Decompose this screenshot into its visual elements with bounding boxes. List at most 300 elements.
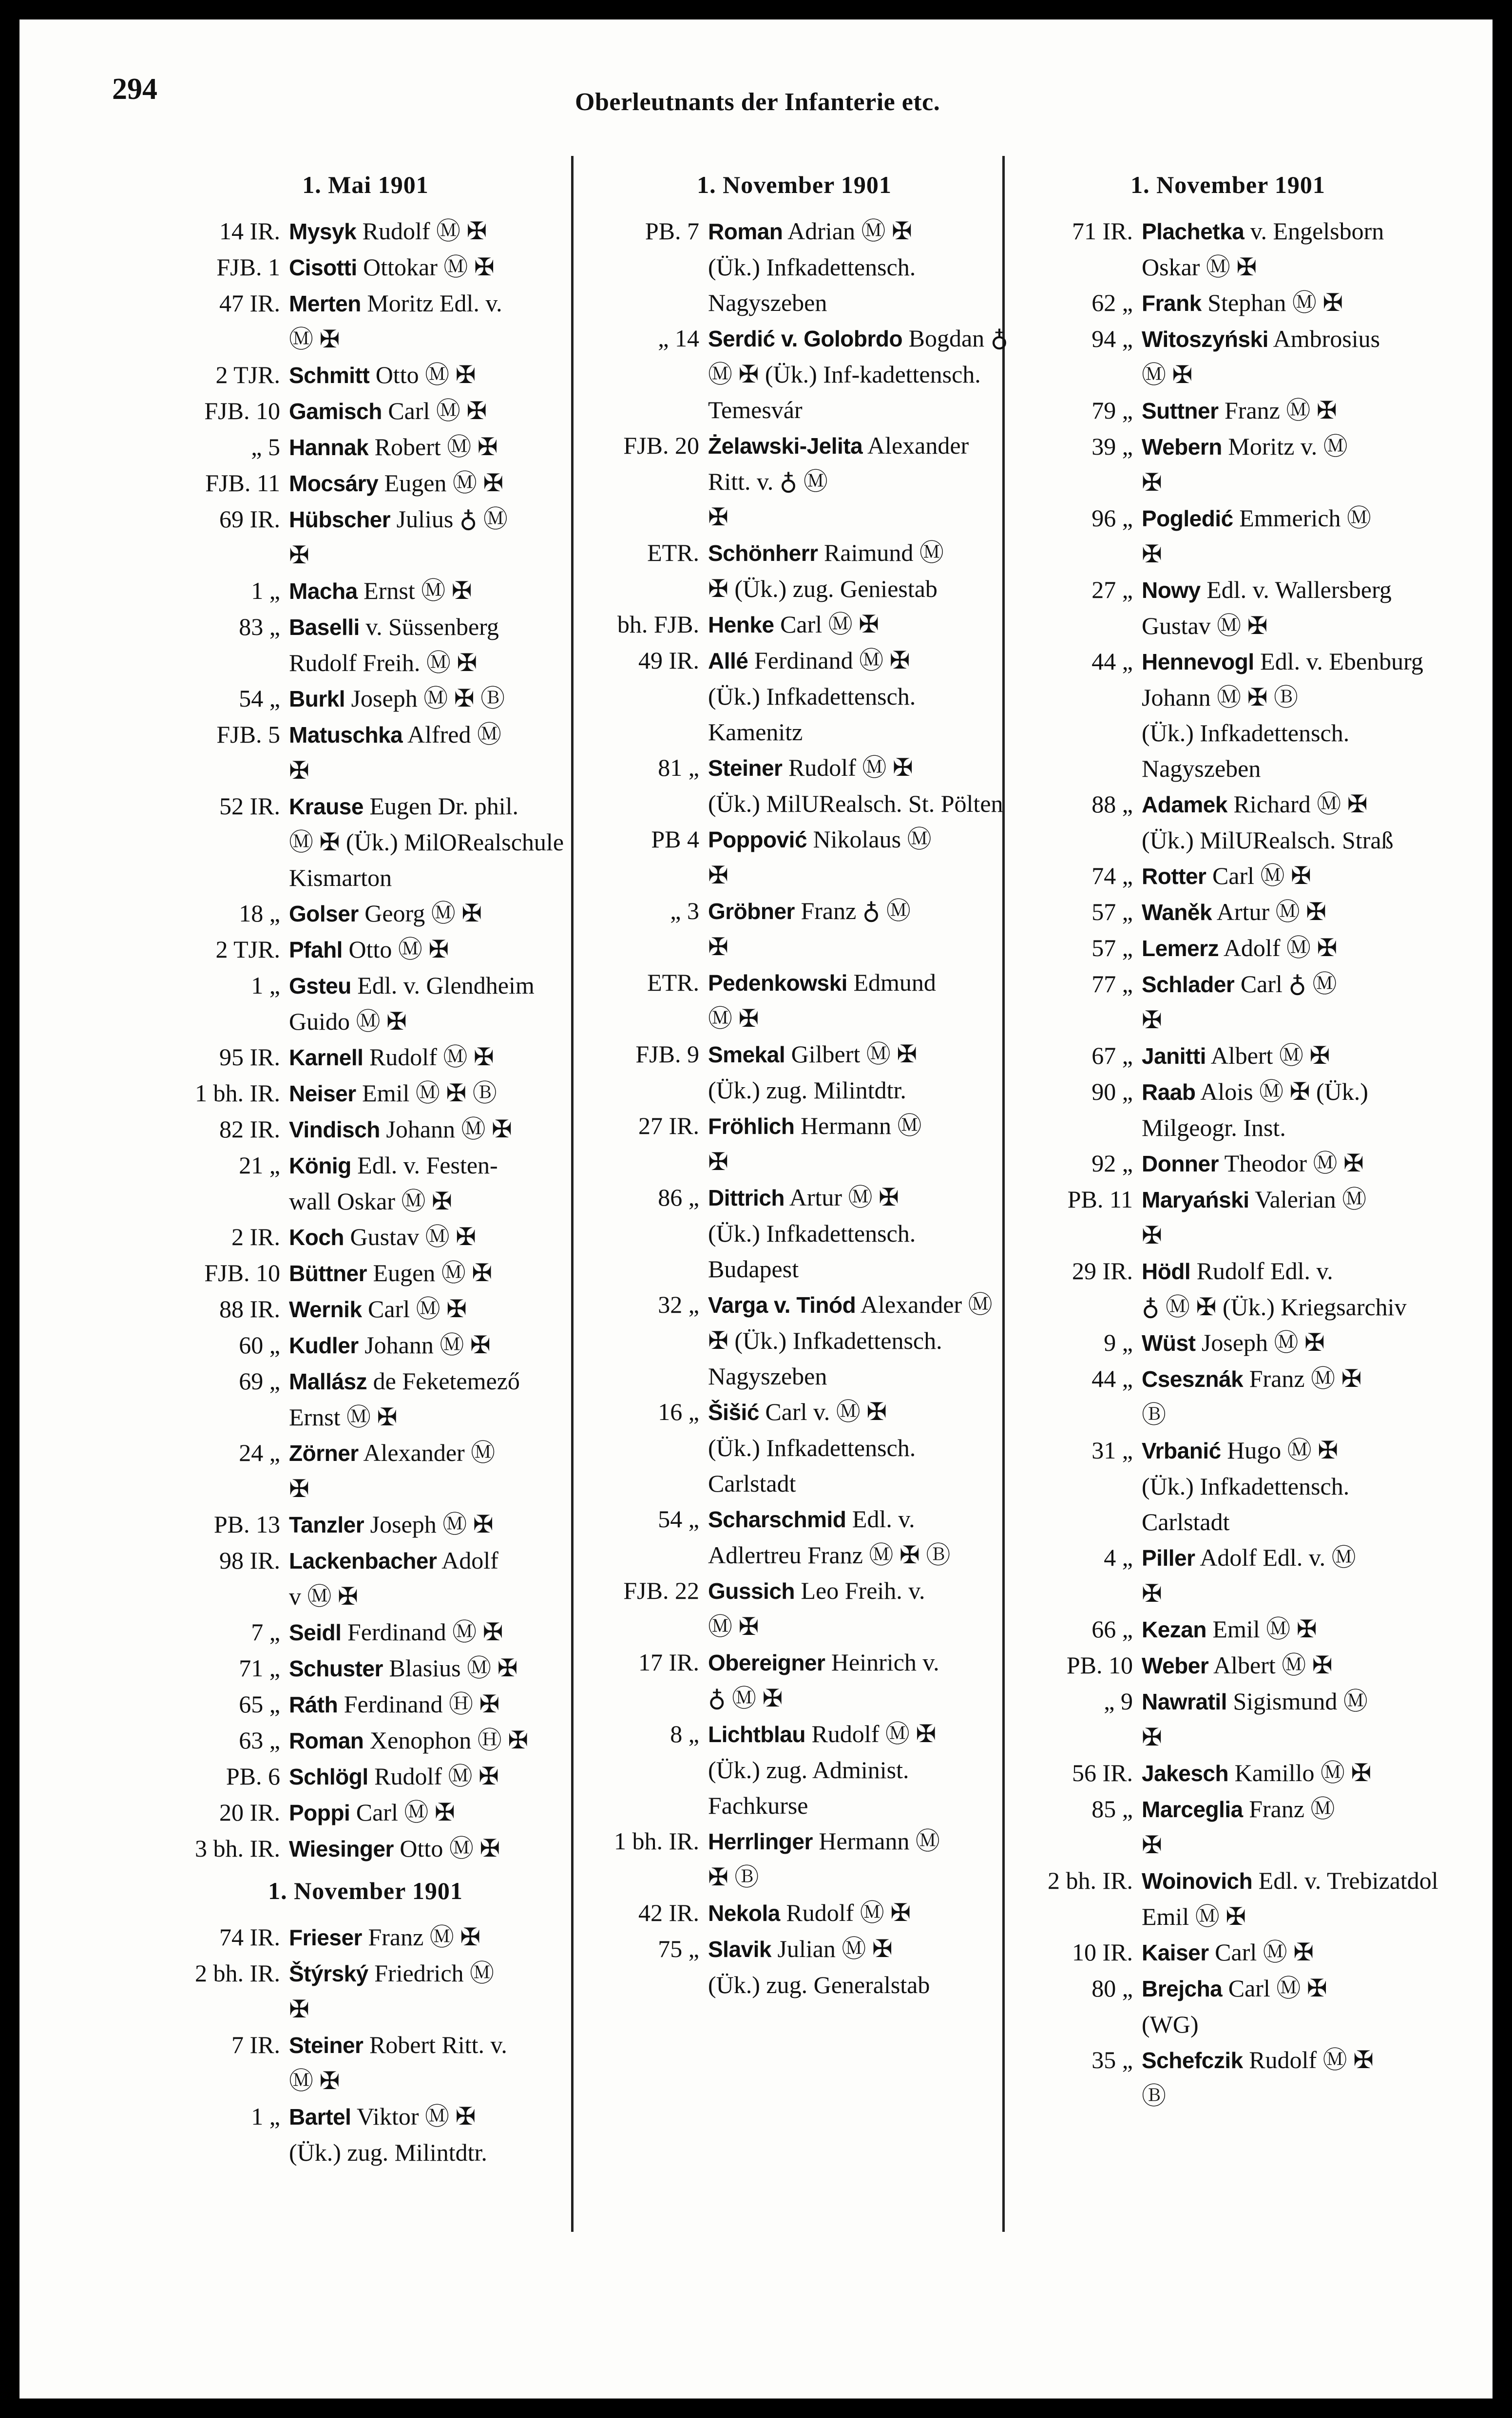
entry-text bbox=[289, 1650, 570, 1687]
roster-entry bbox=[1014, 1182, 1442, 1218]
entry-text bbox=[289, 932, 570, 968]
entry-text bbox=[289, 465, 570, 501]
officer-details: ✠ bbox=[289, 1996, 309, 2023]
unit-designation bbox=[1014, 1576, 1142, 1612]
entry-text bbox=[708, 1645, 1009, 1681]
roster-entry bbox=[580, 535, 1009, 571]
officer-surname: Ráth bbox=[289, 1692, 338, 1717]
unit-designation: FJB. 10 bbox=[204, 397, 280, 424]
entry-text bbox=[289, 1759, 570, 1795]
unit-designation bbox=[580, 499, 708, 535]
roster-entry bbox=[1014, 500, 1442, 537]
officer-details: Gustav Ⓜ ✠ bbox=[344, 1223, 477, 1250]
officer-details: Ferdinand Ⓗ ✠ bbox=[338, 1690, 500, 1718]
unit-designation bbox=[580, 249, 708, 321]
unit-designation: 54 „ bbox=[658, 1505, 699, 1533]
officer-details: Carl Ⓜ ✠ bbox=[1208, 1938, 1314, 1966]
officer-details: ✠ bbox=[1142, 1831, 1162, 1859]
unit-designation: 39 „ bbox=[1091, 433, 1133, 460]
entry-text bbox=[289, 213, 570, 249]
entry-text bbox=[1142, 465, 1442, 500]
officer-surname: Schefczik bbox=[1142, 2048, 1243, 2073]
officer-surname: Serdić v. Golobrdo bbox=[708, 326, 903, 351]
officer-details: Adolf Ⓜ ✠ bbox=[1219, 934, 1338, 961]
officer-details: Eugen Dr. phil. bbox=[363, 792, 518, 820]
entry-text bbox=[289, 1255, 570, 1291]
column-3 bbox=[1014, 161, 1442, 2114]
unit-designation: 88 IR. bbox=[219, 1295, 280, 1323]
unit-designation: FJB. 11 bbox=[205, 469, 280, 497]
roster-entry bbox=[580, 822, 1009, 858]
officer-surname: Schlögl bbox=[289, 1764, 368, 1789]
entry-text bbox=[289, 393, 570, 429]
entry-text bbox=[289, 1219, 570, 1255]
roster-entry-continuation bbox=[1014, 1110, 1442, 1146]
unit-designation: FJB. 10 bbox=[204, 1259, 280, 1286]
officer-surname: Marceglia bbox=[1142, 1797, 1243, 1822]
unit-designation: 1 „ bbox=[251, 577, 280, 604]
entry-text bbox=[289, 1687, 570, 1723]
officer-details: Moritz v. Ⓜ bbox=[1222, 433, 1348, 460]
unit-designation: 88 „ bbox=[1091, 790, 1133, 818]
entry-text bbox=[1142, 930, 1442, 966]
roster-entry-continuation bbox=[580, 786, 1009, 822]
roster-entry bbox=[161, 1650, 570, 1687]
officer-surname: Krause bbox=[289, 794, 364, 819]
entry-text bbox=[708, 1144, 1009, 1180]
roster-entry-continuation bbox=[1014, 537, 1442, 572]
section-heading: 1. November 1901 bbox=[268, 1877, 463, 1904]
roster-entry bbox=[1014, 1791, 1442, 1827]
entry-text bbox=[1142, 213, 1442, 285]
unit-designation bbox=[580, 1216, 708, 1287]
roster-entry bbox=[161, 1543, 570, 1579]
officer-surname: Cisotti bbox=[289, 255, 357, 280]
officer-surname: Gsteu bbox=[289, 973, 351, 998]
entry-text bbox=[289, 609, 570, 645]
unit-designation bbox=[580, 1430, 708, 1501]
unit-designation: 86 „ bbox=[658, 1184, 699, 1211]
unit-designation: 21 „ bbox=[239, 1151, 280, 1179]
entry-text bbox=[1142, 715, 1442, 787]
unit-designation bbox=[161, 1004, 289, 1039]
entry-text bbox=[289, 1075, 570, 1112]
entry-text bbox=[1142, 1253, 1442, 1289]
unit-designation: 47 IR. bbox=[219, 289, 280, 317]
officer-details: Otto Ⓜ ✠ bbox=[369, 361, 476, 388]
roster-entry bbox=[1014, 1935, 1442, 1971]
unit-designation: 18 „ bbox=[239, 900, 280, 927]
roster-entry bbox=[580, 428, 1009, 499]
roster-entry-continuation bbox=[161, 1184, 570, 1219]
entry-text bbox=[289, 1400, 570, 1435]
officer-details: Franz Ⓜ bbox=[1243, 1795, 1335, 1823]
roster-entry-continuation bbox=[1014, 1397, 1442, 1433]
roster-entry bbox=[1014, 285, 1442, 321]
roster-entry bbox=[580, 321, 1009, 428]
officer-details: Edl. v. Trebizatdol Emil Ⓜ ✠ bbox=[1142, 1867, 1438, 1930]
unit-designation bbox=[1014, 1218, 1142, 1253]
roster-entry bbox=[161, 286, 570, 322]
unit-designation bbox=[580, 1860, 708, 1895]
unit-designation: „ 3 bbox=[670, 897, 699, 924]
entry-text bbox=[289, 1919, 570, 1956]
unit-designation bbox=[161, 825, 289, 896]
roster-entry-continuation bbox=[1014, 1469, 1442, 1540]
entry-text bbox=[289, 357, 570, 393]
entry-text bbox=[289, 753, 570, 788]
officer-details: Nikolaus Ⓜ bbox=[807, 825, 932, 853]
unit-designation bbox=[161, 1184, 289, 1219]
entry-text bbox=[1142, 357, 1442, 393]
roster-entry bbox=[161, 357, 570, 393]
roster-entry bbox=[161, 1327, 570, 1363]
officer-surname: Neiser bbox=[289, 1081, 356, 1106]
officer-surname: Poppović bbox=[708, 827, 807, 852]
entry-text bbox=[289, 1543, 570, 1579]
unit-designation: 2 TJR. bbox=[215, 361, 280, 388]
entry-text bbox=[289, 1471, 570, 1507]
officer-details: ✠ bbox=[708, 933, 728, 960]
officer-surname: Nowy bbox=[1142, 577, 1201, 603]
officer-details: (Ük.) zug. Milintdtr. bbox=[708, 1076, 906, 1104]
roster-entry-continuation bbox=[161, 1992, 570, 2027]
column-1 bbox=[161, 161, 570, 2170]
unit-designation: ETR. bbox=[647, 969, 699, 996]
entry-text bbox=[708, 893, 1009, 929]
roster-entry-continuation bbox=[580, 929, 1009, 965]
entry-text bbox=[289, 1327, 570, 1363]
unit-designation bbox=[580, 1144, 708, 1180]
officer-surname: Waněk bbox=[1142, 900, 1212, 925]
section-heading: 1. November 1901 bbox=[1130, 171, 1325, 198]
roster-entry-continuation bbox=[1014, 1002, 1442, 1038]
roster-entry bbox=[1014, 429, 1442, 465]
officer-details: ♁ Ⓜ ✠ bbox=[708, 1685, 783, 1712]
unit-designation: 2 bh. IR. bbox=[1048, 1867, 1133, 1894]
unit-designation: 69 IR. bbox=[219, 505, 280, 533]
roster-entry bbox=[161, 249, 570, 286]
roster-entry-continuation bbox=[580, 1430, 1009, 1501]
roster-entry-continuation bbox=[161, 1400, 570, 1435]
entry-text bbox=[708, 1716, 1009, 1752]
officer-details: Joseph Ⓜ ✠ bbox=[1195, 1329, 1325, 1356]
roster-entry-continuation bbox=[1014, 357, 1442, 393]
officer-details: Adolf bbox=[437, 1547, 498, 1574]
officer-details: Rudolf Ⓜ ✠ bbox=[363, 1043, 494, 1071]
officer-details: Emil Ⓜ ✠ Ⓑ bbox=[356, 1079, 497, 1107]
officer-details: Carl v. Ⓜ ✠ bbox=[759, 1398, 887, 1425]
entry-text bbox=[1142, 858, 1442, 894]
officer-surname: Kezan bbox=[1142, 1617, 1206, 1642]
officer-details: Ferdinand Ⓜ ✠ bbox=[748, 647, 910, 674]
entry-text bbox=[1142, 644, 1442, 715]
unit-designation bbox=[1014, 1110, 1142, 1146]
entry-text bbox=[289, 1507, 570, 1543]
roster-entry bbox=[580, 1645, 1009, 1681]
entry-text bbox=[289, 249, 570, 286]
entry-text bbox=[289, 1579, 570, 1614]
roster-entry bbox=[161, 1255, 570, 1291]
roster-entry-continuation bbox=[580, 1216, 1009, 1287]
officer-details: ✠ bbox=[708, 503, 728, 531]
officer-surname: Pedenkowski bbox=[708, 970, 847, 996]
entry-text bbox=[1142, 285, 1442, 321]
officer-details: Georg Ⓜ ✠ bbox=[358, 900, 482, 927]
roster-entry-continuation bbox=[161, 2063, 570, 2099]
unit-designation: 1 bh. IR. bbox=[614, 1827, 699, 1855]
roster-entry-continuation bbox=[580, 679, 1009, 750]
unit-designation: 71 „ bbox=[239, 1654, 280, 1682]
unit-designation bbox=[1014, 357, 1142, 393]
officer-surname: Herrlinger bbox=[708, 1829, 813, 1854]
roster-entry bbox=[1014, 1863, 1442, 1935]
entry-text bbox=[1142, 2078, 1442, 2114]
unit-designation bbox=[580, 571, 708, 607]
unit-designation bbox=[580, 1609, 708, 1645]
entry-text bbox=[708, 607, 1009, 643]
unit-designation bbox=[161, 753, 289, 788]
unit-designation: 98 IR. bbox=[219, 1547, 280, 1574]
officer-details: Ernst Ⓜ ✠ bbox=[357, 577, 472, 604]
roster-entry bbox=[1014, 393, 1442, 429]
officer-details: Franz ♁ Ⓜ bbox=[794, 897, 911, 924]
officer-surname: Poppi bbox=[289, 1800, 350, 1825]
officer-surname: Scharschmid bbox=[708, 1507, 846, 1532]
officer-details: ✠ bbox=[1142, 1580, 1162, 1607]
unit-designation bbox=[1014, 1469, 1142, 1540]
unit-designation: 2 bh. IR. bbox=[195, 1959, 280, 1987]
entry-text bbox=[1142, 321, 1442, 357]
unit-designation: 92 „ bbox=[1091, 1150, 1133, 1177]
unit-designation: 71 IR. bbox=[1072, 217, 1133, 245]
unit-designation: 77 „ bbox=[1091, 970, 1133, 998]
entry-text bbox=[289, 2063, 570, 2099]
roster-entry-continuation bbox=[580, 1537, 1009, 1573]
officer-details: Alois Ⓜ ✠ (Ük.) bbox=[1195, 1078, 1368, 1105]
officer-surname: Csesznák bbox=[1142, 1366, 1244, 1392]
unit-designation: 1 „ bbox=[251, 2103, 280, 2130]
entry-text bbox=[1142, 1791, 1442, 1827]
officer-details: Leo Freih. v. bbox=[795, 1577, 925, 1604]
officer-surname: Wernik bbox=[289, 1297, 362, 1322]
roster-entry bbox=[580, 1895, 1009, 1931]
roster-entry-continuation bbox=[1014, 1576, 1442, 1612]
officer-surname: Hennevogl bbox=[1142, 649, 1254, 674]
entry-text bbox=[289, 968, 570, 1004]
officer-surname: Smekal bbox=[708, 1042, 785, 1067]
officer-details: Blasius Ⓜ ✠ bbox=[383, 1654, 518, 1682]
entry-text bbox=[289, 825, 570, 896]
unit-designation: FJB. 9 bbox=[635, 1040, 699, 1068]
officer-surname: Matuschka bbox=[289, 722, 403, 748]
roster-entry bbox=[580, 750, 1009, 786]
unit-designation bbox=[1014, 823, 1142, 858]
unit-designation: PB. 6 bbox=[226, 1763, 280, 1790]
unit-designation: 94 „ bbox=[1091, 325, 1133, 352]
officer-surname: Gamisch bbox=[289, 399, 382, 424]
roster-entry bbox=[1014, 1325, 1442, 1361]
officer-details: Theodor Ⓜ ✠ bbox=[1219, 1150, 1364, 1177]
roster-entry-continuation bbox=[1014, 715, 1442, 787]
unit-designation bbox=[161, 1400, 289, 1435]
entry-text bbox=[1142, 1827, 1442, 1863]
officer-surname: Wüst bbox=[1142, 1330, 1196, 1356]
officer-surname: Lackenbacher bbox=[289, 1548, 437, 1574]
unit-designation: 27 IR. bbox=[638, 1112, 699, 1139]
unit-designation bbox=[580, 929, 708, 965]
unit-designation: „ 9 bbox=[1104, 1688, 1133, 1715]
scan-border-bottom bbox=[0, 2399, 1512, 2418]
roster-entry-continuation bbox=[1014, 1720, 1442, 1755]
officer-details: Milgeogr. Inst. bbox=[1142, 1114, 1286, 1141]
officer-details: ♁ Ⓜ ✠ (Ük.) Kriegsarchiv bbox=[1142, 1293, 1407, 1321]
entry-text bbox=[289, 1795, 570, 1831]
roster-entry-continuation bbox=[580, 1609, 1009, 1645]
entry-text bbox=[708, 499, 1009, 535]
entry-text bbox=[1142, 1182, 1442, 1218]
officer-surname: Roman bbox=[708, 219, 783, 244]
entry-text bbox=[708, 1860, 1009, 1895]
entry-text bbox=[1142, 1863, 1442, 1935]
officer-surname: Zörner bbox=[289, 1440, 359, 1466]
unit-designation: FJB. 5 bbox=[216, 721, 280, 748]
officer-details: ✠ bbox=[289, 757, 309, 784]
roster-entry bbox=[161, 429, 570, 465]
entry-text bbox=[1142, 1720, 1442, 1755]
roster-entry bbox=[161, 1956, 570, 1992]
roster-entry bbox=[161, 213, 570, 249]
officer-details: Ottokar Ⓜ ✠ bbox=[357, 253, 495, 281]
officer-details: Julian Ⓜ ✠ bbox=[771, 1935, 893, 1962]
officer-surname: Obereigner bbox=[708, 1650, 825, 1675]
unit-designation: 8 „ bbox=[670, 1720, 699, 1747]
officer-surname: Frank bbox=[1142, 290, 1202, 316]
officer-details: ✠ bbox=[289, 1475, 309, 1502]
roster-entry-continuation bbox=[161, 753, 570, 788]
officer-details: Sigismund Ⓜ bbox=[1226, 1688, 1368, 1715]
officer-surname: Plachetka bbox=[1142, 219, 1244, 244]
unit-designation bbox=[580, 1967, 708, 2003]
entry-text bbox=[708, 1501, 1009, 1537]
entry-text bbox=[1142, 537, 1442, 572]
unit-designation: 62 „ bbox=[1091, 289, 1133, 316]
unit-designation: FJB. 22 bbox=[623, 1577, 699, 1604]
unit-designation: 75 „ bbox=[658, 1935, 699, 1962]
entry-text bbox=[708, 750, 1009, 786]
officer-surname: Baselli bbox=[289, 614, 360, 640]
officer-details: (Ük.) zug. Generalstab bbox=[708, 1971, 930, 1998]
entry-text bbox=[1142, 1755, 1442, 1791]
unit-designation bbox=[161, 2135, 289, 2170]
section-heading: 1. November 1901 bbox=[697, 171, 892, 198]
unit-designation: ETR. bbox=[647, 539, 699, 566]
entry-text bbox=[708, 571, 1009, 607]
roster-entry-continuation bbox=[580, 858, 1009, 893]
officer-surname: Henke bbox=[708, 612, 774, 637]
officer-surname: Steiner bbox=[708, 755, 783, 781]
officer-surname: Donner bbox=[1142, 1151, 1219, 1176]
scan-border-right bbox=[1493, 0, 1512, 2418]
officer-details: Rudolf Ⓜ ✠ bbox=[368, 1763, 499, 1790]
roster-entry bbox=[161, 609, 570, 645]
roster-entry bbox=[580, 643, 1009, 679]
roster-entry-continuation bbox=[1014, 823, 1442, 858]
officer-details: Ⓑ bbox=[1142, 2082, 1166, 2110]
officer-details: (Ük.) zug. Milintdtr. bbox=[289, 2139, 487, 2166]
entry-text bbox=[708, 786, 1009, 822]
entry-text bbox=[1142, 500, 1442, 537]
officer-details: Ⓑ bbox=[1142, 1401, 1166, 1428]
unit-designation: 7 IR. bbox=[231, 2031, 280, 2058]
officer-surname: Štýrský bbox=[289, 1961, 368, 1986]
roster-entry bbox=[161, 1759, 570, 1795]
officer-details: Robert Ritt. v. bbox=[363, 2031, 507, 2058]
unit-designation bbox=[161, 537, 289, 573]
roster-entry-continuation bbox=[580, 1860, 1009, 1895]
officer-details: (Ük.) Infkadettensch. Budapest bbox=[708, 1220, 916, 1283]
officer-details: Adlertreu Franz Ⓜ ✠ Ⓑ bbox=[708, 1541, 951, 1569]
entry-text bbox=[289, 1723, 570, 1759]
scan-border-left bbox=[0, 0, 19, 2418]
officer-surname: Rotter bbox=[1142, 864, 1206, 889]
entry-text bbox=[289, 573, 570, 609]
roster-entry bbox=[1014, 321, 1442, 357]
unit-designation: bh. FJB. bbox=[617, 611, 699, 638]
officer-surname: Karnell bbox=[289, 1045, 364, 1070]
officer-details: Albert Ⓜ ✠ bbox=[1206, 1042, 1330, 1069]
roster-entry-continuation bbox=[580, 499, 1009, 535]
officer-surname: Mallász bbox=[289, 1369, 367, 1394]
unit-designation: PB 4 bbox=[651, 825, 699, 853]
unit-designation: 10 IR. bbox=[1072, 1938, 1133, 1966]
unit-designation: 2 IR. bbox=[231, 1223, 280, 1250]
entry-text bbox=[1142, 1971, 1442, 2007]
unit-designation bbox=[580, 858, 708, 893]
roster-entry bbox=[161, 573, 570, 609]
scan-border-top bbox=[0, 0, 1512, 19]
officer-details: ✠ (Ük.) zug. Geniestab bbox=[708, 575, 938, 602]
officer-details: ✠ bbox=[1142, 469, 1162, 496]
roster-entry bbox=[161, 896, 570, 932]
unit-designation bbox=[1014, 1397, 1142, 1433]
officer-surname: Woinovich bbox=[1142, 1868, 1253, 1894]
entry-text bbox=[289, 1148, 570, 1184]
officer-surname: Steiner bbox=[289, 2033, 364, 2058]
officer-details: Emil Ⓜ ✠ bbox=[1206, 1615, 1317, 1643]
officer-details: Viktor Ⓜ ✠ bbox=[351, 2103, 476, 2130]
unit-designation bbox=[1014, 715, 1142, 787]
officer-details: Rudolf Edl. v. bbox=[1190, 1257, 1333, 1285]
officer-details: v Ⓜ ✠ bbox=[289, 1583, 358, 1610]
officer-surname: Slavik bbox=[708, 1937, 771, 1962]
officer-details: Rudolf Ⓜ ✠ bbox=[805, 1720, 937, 1747]
running-head: Oberleutnants der Infanterie etc. bbox=[575, 88, 940, 116]
officer-surname: Webern bbox=[1142, 434, 1222, 460]
officer-surname: Seidl bbox=[289, 1620, 342, 1645]
officer-details: Richard Ⓜ ✠ bbox=[1227, 790, 1368, 818]
unit-designation bbox=[580, 1681, 708, 1716]
officer-surname: Adamek bbox=[1142, 792, 1227, 817]
unit-designation: 79 „ bbox=[1091, 397, 1133, 424]
entry-text bbox=[1142, 894, 1442, 930]
officer-details: Guido Ⓜ ✠ bbox=[289, 1008, 407, 1035]
officer-details: Rudolf Ⓜ ✠ bbox=[782, 754, 913, 781]
unit-designation: 1 bh. IR. bbox=[195, 1079, 280, 1107]
roster-entry-continuation bbox=[580, 1752, 1009, 1823]
unit-designation: 65 „ bbox=[239, 1690, 280, 1718]
roster-entry bbox=[580, 1931, 1009, 1967]
